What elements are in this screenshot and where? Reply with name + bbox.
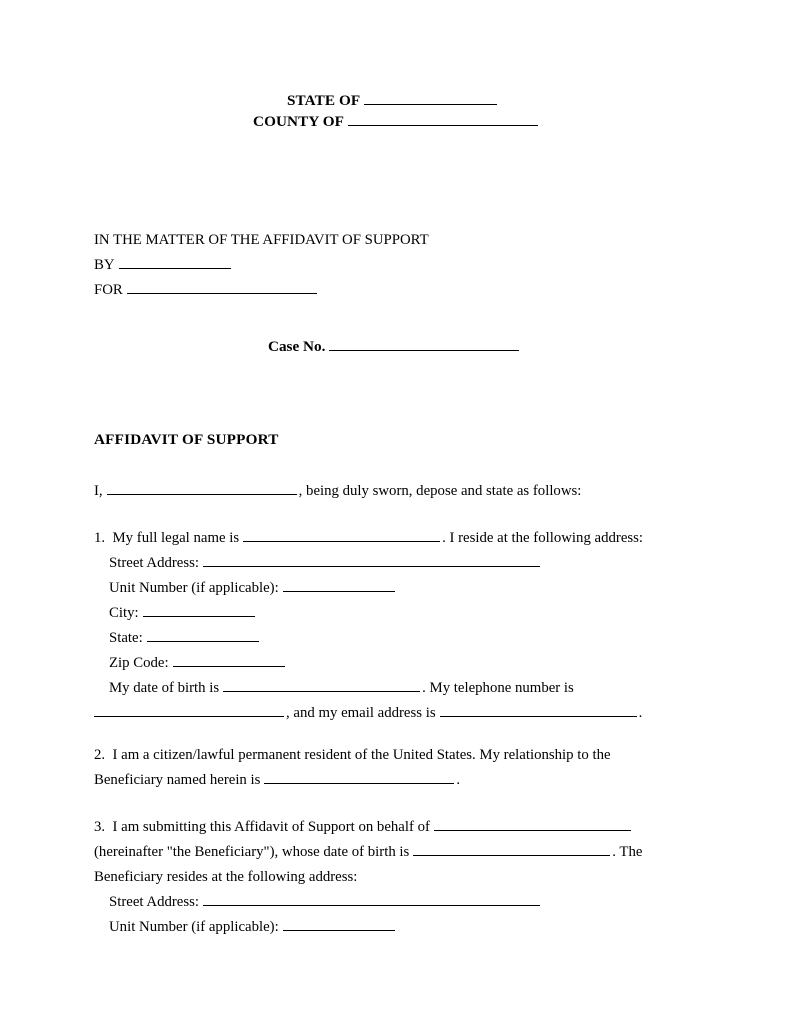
full-legal-name-blank[interactable]	[243, 532, 440, 542]
affiant-dob-blank[interactable]	[223, 682, 420, 692]
affiant-unit-label: Unit Number (if applicable):	[109, 580, 279, 596]
affiant-phone-blank[interactable]	[94, 707, 284, 717]
beneficiary-unit-line	[94, 915, 674, 940]
case-number-label: Case No.	[268, 338, 326, 355]
affiant-intro-prefix: I,	[94, 483, 103, 499]
beneficiary-dob-label: (hereinafter "the Beneficiary"), whose date of birth is	[94, 844, 410, 860]
beneficiary-street-label: Street Address:	[109, 894, 200, 910]
affiant-email-label: , and my email address is	[286, 705, 436, 721]
affiant-phone-label: . My telephone number is	[422, 680, 574, 696]
matter-by-line	[94, 253, 429, 278]
beneficiary-dob-blank[interactable]	[413, 846, 610, 856]
state-blank[interactable]	[364, 95, 497, 105]
beneficiary-unit-label: Unit Number (if applicable):	[109, 919, 279, 935]
item-3-number: 3.	[94, 819, 106, 835]
by-blank[interactable]	[119, 259, 231, 269]
beneficiary-unit-blank[interactable]	[283, 921, 395, 931]
beneficiary-street-blank[interactable]	[203, 896, 540, 906]
item-1-line	[94, 526, 674, 551]
affiant-zip-blank[interactable]	[173, 657, 285, 667]
item-1-number: 1.	[94, 530, 106, 546]
item-3-line-1	[94, 815, 674, 840]
state-line	[0, 90, 800, 111]
matter-block	[94, 228, 429, 303]
item-2-number: 2.	[94, 747, 106, 763]
item-1-text-after: . I reside at the following address:	[442, 530, 644, 546]
case-number-blank[interactable]	[329, 341, 519, 351]
county-blank[interactable]	[348, 116, 538, 126]
county-line	[0, 111, 800, 132]
affiant-state-blank[interactable]	[147, 632, 259, 642]
affiant-intro	[94, 479, 674, 504]
matter-for-line	[94, 278, 429, 303]
beneficiary-street-line	[94, 890, 674, 915]
item-1-text-before: My full legal name is	[112, 530, 240, 546]
affiant-street-blank[interactable]	[203, 557, 540, 567]
beneficiary-name-blank[interactable]	[434, 821, 631, 831]
affiant-state-label: State:	[109, 630, 143, 646]
affiant-unit-blank[interactable]	[283, 582, 395, 592]
affiant-street-line	[94, 551, 674, 576]
by-label: BY	[94, 257, 115, 273]
relationship-label: Beneficiary named herein is	[94, 772, 261, 788]
affiant-city-label: City:	[109, 605, 139, 621]
case-number-line	[268, 338, 521, 356]
item-2	[94, 743, 674, 793]
affiant-state-line	[94, 626, 674, 651]
affiant-name-blank[interactable]	[107, 485, 297, 495]
for-blank[interactable]	[127, 284, 317, 294]
item-3-text-before: I am submitting this Affidavit of Support on behalf of	[112, 819, 430, 835]
relationship-blank[interactable]	[264, 774, 454, 784]
for-label: FOR	[94, 282, 123, 298]
affiant-city-line	[94, 601, 674, 626]
item-3-line-2	[94, 840, 674, 865]
page-title: AFFIDAVIT OF SUPPORT	[94, 431, 279, 448]
affiant-intro-suffix: , being duly sworn, depose and state as follows:	[298, 483, 582, 499]
venue-header	[0, 90, 800, 132]
item-1	[94, 526, 674, 726]
affiant-street-label: Street Address:	[109, 555, 200, 571]
affiant-dob-label: My date of birth is	[109, 680, 220, 696]
item-3-text-after: . The	[612, 844, 643, 860]
affiant-zip-line	[94, 651, 674, 676]
affiant-intro-line	[94, 479, 674, 504]
affiant-phone-email-line	[94, 701, 674, 726]
affiant-email-period: .	[638, 705, 643, 721]
item-2-line-2	[94, 768, 674, 793]
state-label: STATE OF	[287, 92, 361, 109]
affiant-unit-line	[94, 576, 674, 601]
item-2-line-1	[94, 743, 674, 768]
affiant-email-blank[interactable]	[440, 707, 637, 717]
item-2-text: I am a citizen/lawful permanent resident of the United States. My relationship to the	[112, 747, 611, 763]
affiant-city-blank[interactable]	[143, 607, 255, 617]
county-label: COUNTY OF	[253, 113, 345, 130]
matter-caption: IN THE MATTER OF THE AFFIDAVIT OF SUPPORT	[94, 232, 429, 248]
affiant-dob-phone-line	[94, 676, 674, 701]
relationship-period: .	[456, 772, 461, 788]
item-3	[94, 815, 674, 940]
item-3-line-3: Beneficiary resides at the following address:	[94, 869, 358, 885]
affiant-zip-label: Zip Code:	[109, 655, 169, 671]
